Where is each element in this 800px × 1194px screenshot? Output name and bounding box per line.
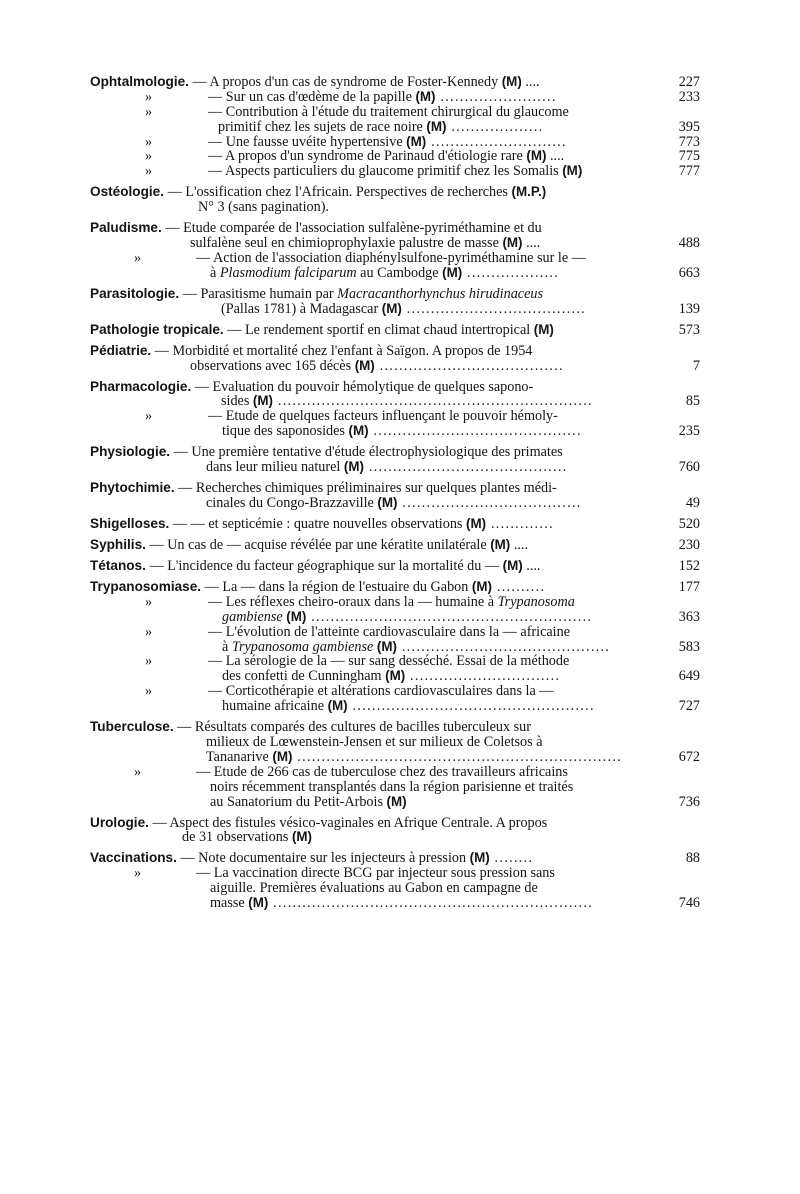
status-marker: (M): [469, 851, 490, 866]
entry-text: [90, 538, 658, 553]
status-marker: (M): [381, 301, 402, 316]
status-marker: (M): [562, 164, 583, 179]
entry-line: [90, 266, 700, 281]
entry-line: [90, 720, 700, 735]
page-number: 649: [678, 668, 700, 685]
page-number: 773: [678, 133, 700, 150]
entry-line: [90, 610, 700, 625]
entry-text: [90, 654, 658, 669]
entry-text-segment: — Une fausse uvéite hypertensive: [208, 134, 407, 150]
entry-text: [222, 699, 658, 714]
status-marker: (M): [426, 119, 447, 134]
index-entry: [90, 287, 700, 317]
entry-text-segment: — Sur un cas d'œdème de la papille: [208, 89, 416, 105]
entry-line: [90, 221, 700, 236]
status-marker: (M): [377, 496, 398, 511]
dot-leader: ..................................................: [347, 699, 595, 714]
entry-line: [90, 164, 700, 179]
entry-text: [218, 120, 658, 135]
entry-line: [90, 236, 700, 251]
entry-line: [90, 481, 700, 496]
dot-leader: ......................................: [374, 358, 564, 374]
entry-line: [90, 409, 700, 424]
entry-text-segment: (Pallas 1781) à Madagascar: [221, 301, 382, 317]
dot-leader: .............: [486, 517, 554, 532]
entry-heading: Tétanos.: [90, 558, 146, 573]
entry-line: [90, 595, 700, 610]
page-number: 573: [678, 321, 700, 338]
index-entry: [90, 559, 700, 574]
dot-leader: ...................: [446, 119, 544, 135]
entry-text-segment: de 31 observations: [182, 830, 292, 846]
entry-line: [90, 625, 700, 640]
entry-text: [90, 684, 658, 699]
entry-heading: Syphilis.: [90, 537, 146, 552]
entry-text-segment: milieux de Lœwenstein-Jensen et sur milieux de Coletsos à: [206, 734, 543, 750]
status-marker: (M): [406, 134, 427, 149]
entry-text-segment: — Une première tentative d'étude électrophysiologique des primates: [170, 445, 563, 461]
page-number: 760: [678, 459, 700, 476]
entry-text-segment: noirs récemment transplantés dans la région parisienne et traités: [210, 779, 574, 795]
page-number: 177: [678, 578, 700, 595]
entry-text-segment: — Un cas de — acquise révélée par une kératite unilatérale: [145, 537, 491, 553]
entry-line: [90, 654, 700, 669]
entry-text-segment: — Recherches chimiques préliminaires sur quelques plantes médi-: [174, 481, 557, 497]
entry-text: [90, 517, 658, 532]
entry-text-segment: ....: [522, 558, 541, 574]
dot-leader: .....................................: [401, 301, 586, 317]
entry-text-segment: humaine africaine: [222, 699, 328, 714]
entry-text-segment: — Morbidité et mortalité chez l'enfant à Saïgon. A propos de 1954: [151, 343, 533, 359]
entry-text: [90, 164, 658, 179]
page-number: 736: [678, 793, 700, 810]
entry-line: [90, 517, 700, 532]
entry-line: [90, 302, 700, 317]
entry-text: [90, 323, 658, 338]
entry-heading: Ophtalmologie.: [90, 75, 189, 89]
entry-heading: Vaccinations.: [90, 851, 177, 866]
entry-text: [90, 866, 658, 881]
entry-text: [222, 640, 658, 655]
entry-text-segment: au Cambodge: [356, 265, 443, 281]
entry-text-segment: — Résultats comparés des cultures de bacilles tuberculeux sur: [173, 720, 531, 735]
entry-text: [90, 481, 658, 496]
entry-line: [90, 120, 700, 135]
ditto-mark: »: [134, 866, 142, 882]
dot-leader: ..................................................................: [268, 896, 594, 911]
entry-text: [190, 359, 658, 374]
status-marker: (M): [526, 149, 547, 164]
entry-line: [90, 380, 700, 395]
dot-leader: .....................................: [397, 496, 582, 511]
dot-leader: ...........................................: [396, 639, 611, 655]
status-marker: (M): [471, 579, 492, 594]
dot-leader: ...............................: [405, 669, 561, 685]
page-number: 663: [678, 264, 700, 281]
page-number: 85: [685, 393, 700, 410]
entry-line: [90, 496, 700, 511]
entry-heading: Physiologie.: [90, 445, 171, 460]
entry-text-segment: à: [210, 265, 220, 281]
ditto-mark: »: [134, 764, 142, 780]
entry-line: [90, 394, 700, 409]
ditto-mark: »: [145, 104, 153, 120]
index-entry: [90, 517, 700, 532]
entry-text: [90, 287, 658, 302]
page-number: 727: [678, 698, 700, 715]
entry-text-segment: — Evaluation du pouvoir hémolytique de quelques sapono-: [191, 379, 534, 395]
status-marker: (M): [466, 517, 487, 531]
entry-text: [222, 669, 658, 684]
ditto-mark: »: [145, 164, 153, 180]
page-number: 488: [678, 235, 700, 252]
entry-text-segment: ....: [521, 75, 540, 90]
page-number: 233: [678, 88, 700, 105]
status-marker: (M): [501, 75, 522, 89]
dot-leader: ........: [489, 851, 534, 867]
italic-term: Plasmodium falciparum: [219, 265, 357, 281]
entry-text-segment: Tananarive: [206, 749, 273, 765]
entry-text-segment: observations avec 165 décès: [190, 358, 355, 374]
entry-line: [90, 816, 700, 831]
entry-text-segment: — Etude de quelques facteurs influençant le pouvoir hémoly-: [208, 409, 558, 425]
entry-line: [90, 344, 700, 359]
ditto-mark: »: [134, 250, 142, 266]
status-marker: (M): [502, 558, 523, 573]
status-marker: (M): [348, 424, 369, 439]
entry-line: [90, 323, 700, 338]
entry-line: [90, 200, 700, 215]
status-marker: (M): [386, 794, 407, 809]
entry-line: [90, 684, 700, 699]
index-entry: [90, 323, 700, 338]
italic-term: Macracanthorhynchus hirudinaceus: [337, 286, 543, 302]
status-marker: (M): [343, 460, 364, 475]
entry-text: [222, 424, 658, 439]
entry-text-segment: — Aspect des fistules vésico-vaginales en Afrique Centrale. A propos: [148, 815, 548, 831]
entry-text-segment: sulfalène seul en chimioprophylaxie palustre de masse: [190, 236, 503, 251]
dot-leader: ...........................................: [368, 424, 582, 440]
entry-text: [90, 380, 658, 395]
entry-heading: Ostéologie.: [90, 185, 165, 200]
entry-text-segment: — La sérologie de la — sur sang desséché. Essai de la méthode: [208, 654, 570, 670]
entry-text-segment: — La vaccination directe BCG par injecteur sous pression sans: [196, 866, 555, 882]
entry-text: [210, 881, 658, 896]
index-entry: [90, 185, 700, 215]
entry-text: [90, 409, 658, 424]
index-entry: [90, 481, 700, 511]
entry-line: [90, 424, 700, 439]
entry-text: [221, 394, 658, 409]
status-marker: (M): [442, 265, 463, 280]
entry-line: [90, 765, 700, 780]
entry-line: [90, 287, 700, 302]
entry-text-segment: — Etude de 266 cas de tuberculose chez des travailleurs africains: [196, 764, 568, 780]
entry-heading: Pédiatrie.: [90, 343, 152, 358]
entry-heading: Urologie.: [90, 815, 149, 830]
entry-line: [90, 866, 700, 881]
ditto-mark: »: [145, 149, 153, 165]
entry-text-segment: — Les réflexes cheiro-oraux dans la — humaine à: [208, 594, 498, 610]
entry-line: [90, 699, 700, 714]
entry-text: [206, 735, 658, 750]
dot-leader: ........................: [435, 89, 557, 105]
dot-leader: ..........................................................: [306, 609, 593, 625]
dot-leader: .................................................................: [273, 394, 593, 410]
entry-text: [206, 750, 658, 765]
entry-text: [210, 780, 658, 795]
status-marker: (M): [286, 609, 307, 624]
entry-text: [90, 135, 658, 150]
ditto-mark: »: [145, 684, 153, 700]
entry-line: [90, 185, 700, 200]
entry-text: [90, 344, 658, 359]
entry-line: [90, 851, 700, 866]
page-number: 235: [678, 423, 700, 440]
status-marker: (M): [272, 749, 293, 764]
entry-text-segment: masse: [210, 896, 249, 911]
entry-text: [221, 302, 658, 317]
entry-text-segment: N° 3 (sans pagination).: [198, 200, 329, 216]
entry-heading: Phytochimie.: [90, 481, 175, 496]
page-number: 395: [678, 118, 700, 135]
ditto-mark: »: [145, 409, 153, 425]
status-marker: (M): [327, 699, 348, 714]
entry-text: [90, 185, 658, 200]
entry-text: [90, 595, 658, 610]
dot-leader: ...................: [462, 265, 560, 281]
entry-text: [210, 896, 658, 911]
ditto-mark: »: [145, 624, 153, 640]
status-marker: (M): [533, 322, 554, 337]
entry-line: [90, 251, 700, 266]
entry-text: [182, 830, 658, 845]
page-number: 88: [685, 850, 700, 867]
entry-heading: Paludisme.: [90, 221, 162, 236]
entry-text: [210, 266, 658, 281]
entry-line: [90, 359, 700, 374]
index-entry: [90, 344, 700, 374]
dot-leader: ............................: [426, 134, 567, 150]
status-marker: (M): [502, 236, 523, 251]
page-number: 672: [678, 748, 700, 765]
status-marker: (M.P.): [511, 185, 547, 200]
ditto-mark: »: [145, 654, 153, 670]
entry-text: [90, 90, 658, 105]
page-number: 49: [685, 495, 700, 512]
entry-text: [90, 149, 658, 164]
status-marker: (M): [385, 669, 406, 684]
entry-text: [90, 816, 658, 831]
italic-term: Trypanosoma gambiense: [231, 639, 374, 655]
page-number: 363: [678, 608, 700, 625]
entry-line: [90, 460, 700, 475]
index-entry: [90, 445, 700, 475]
entry-text-segment: — Parasitisme humain par: [179, 286, 338, 302]
entry-text-segment: sides: [221, 394, 253, 410]
entry-line: [90, 795, 700, 810]
italic-term: Trypanosoma: [497, 594, 575, 610]
status-marker: (M): [376, 639, 397, 654]
index-entry: [90, 816, 700, 846]
entry-text-segment: — Etude comparée de l'association sulfalène-pyriméthamine et du: [161, 221, 542, 237]
entry-heading: Pharmacologie.: [90, 379, 192, 394]
entry-text: [210, 795, 658, 810]
index-entry: [90, 538, 700, 553]
page-number: 139: [678, 300, 700, 317]
entry-line: [90, 135, 700, 150]
entry-text-segment: à: [222, 639, 232, 655]
entry-text-segment: — Aspects particuliers du glaucome primitif chez les Somalis: [208, 164, 563, 180]
entry-text: [90, 559, 658, 574]
entry-line: [90, 750, 700, 765]
entry-text: [90, 75, 658, 90]
page-number: 775: [678, 148, 700, 165]
entry-line: [90, 445, 700, 460]
index-entry: [90, 720, 700, 809]
entry-line: [90, 75, 700, 90]
entry-heading: Tuberculose.: [90, 720, 174, 735]
entry-heading: Shigelloses.: [90, 517, 170, 531]
entry-text: [206, 460, 658, 475]
entry-text: [206, 496, 658, 511]
entry-line: [90, 538, 700, 553]
page-number: 152: [678, 557, 700, 574]
entry-text: [90, 251, 658, 266]
entry-text-segment: ....: [510, 537, 528, 553]
entry-text: [90, 851, 658, 866]
entry-heading: Parasitologie.: [90, 286, 180, 301]
entry-heading: Pathologie tropicale.: [90, 322, 224, 337]
status-marker: (M): [490, 537, 511, 552]
entry-text: [90, 765, 658, 780]
status-marker: (M): [354, 358, 375, 373]
page-number: 777: [678, 163, 700, 180]
entry-text: [222, 610, 658, 625]
entry-text-segment: — Corticothérapie et altérations cardiovasculaires dans la —: [208, 684, 554, 700]
page-number: 227: [678, 74, 700, 90]
entry-text-segment: aiguille. Premières évaluations au Gabon en campagne de: [210, 881, 538, 897]
entry-text-segment: tique des saponosides: [222, 424, 349, 440]
entry-text-segment: — — et septicémie : quatre nouvelles observations: [169, 517, 467, 532]
ditto-mark: »: [145, 594, 153, 610]
entry-line: [90, 559, 700, 574]
entry-text-segment: — L'incidence du facteur géographique sur la mortalité du —: [145, 558, 503, 574]
entry-line: [90, 735, 700, 750]
entry-text: [190, 236, 658, 251]
entry-text-segment: — Le rendement sportif en climat chaud intertropical: [223, 322, 534, 338]
entry-text: [90, 580, 658, 595]
entry-text: [90, 445, 658, 460]
entry-text-segment: ....: [546, 149, 565, 165]
entry-text-segment: au Sanatorium du Petit-Arbois: [210, 794, 387, 810]
dot-leader: .........................................: [363, 460, 568, 476]
entry-heading: Trypanosomiase.: [90, 579, 202, 594]
ditto-mark: »: [145, 89, 153, 105]
entry-line: [90, 90, 700, 105]
entry-line: [90, 149, 700, 164]
entry-text: [90, 625, 658, 640]
entry-text-segment: ....: [522, 236, 541, 251]
entry-text: [90, 720, 658, 735]
status-marker: (M): [291, 830, 313, 845]
entry-text-segment: primitif chez les sujets de race noire: [218, 119, 427, 135]
dot-leader: ..........: [492, 579, 546, 595]
page-number: 7: [692, 357, 700, 374]
index-list: [90, 75, 700, 917]
entry-line: [90, 881, 700, 896]
entry-text: [90, 105, 658, 120]
entry-line: [90, 580, 700, 595]
ditto-mark: »: [145, 134, 153, 150]
entry-line: [90, 780, 700, 795]
entry-text-segment: — A propos d'un syndrome de Parinaud d'étiologie rare: [208, 149, 527, 165]
entry-text: [198, 200, 658, 215]
entry-line: [90, 896, 700, 911]
page-number: 746: [678, 895, 700, 912]
entry-text: [90, 221, 658, 236]
index-entry: [90, 75, 700, 179]
index-entry: [90, 380, 700, 440]
page-number: 583: [678, 638, 700, 655]
entry-text-segment: dans leur milieu naturel: [206, 460, 344, 476]
entry-text-segment: — Contribution à l'étude du traitement chirurgical du glaucome: [208, 104, 569, 120]
entry-line: [90, 640, 700, 655]
entry-line: [90, 669, 700, 684]
status-marker: (M): [252, 394, 273, 409]
page-number: 520: [678, 516, 700, 532]
entry-text-segment: — La — dans la région de l'estuaire du Gabon: [201, 579, 472, 595]
entry-text-segment: — A propos d'un cas de syndrome de Foster-Kennedy: [188, 75, 502, 90]
index-entry: [90, 851, 700, 911]
entry-text-segment: — L'ossification chez l'Africain. Perspectives de recherches: [164, 185, 512, 201]
status-marker: (M): [415, 89, 436, 104]
entry-text-segment: — Note documentaire sur les injecteurs à pression: [176, 851, 470, 867]
dot-leader: ...................................................................: [292, 749, 623, 765]
page-number: 230: [678, 536, 700, 553]
entry-line: [90, 830, 700, 845]
entry-text-segment: — L'évolution de l'atteinte cardiovasculaire dans la — africaine: [208, 624, 571, 640]
italic-term: gambiense: [222, 609, 283, 625]
entry-text-segment: cinales du Congo-Brazzaville: [206, 496, 378, 511]
entry-text-segment: — Action de l'association diaphénylsulfone-pyriméthamine sur le —: [196, 250, 586, 266]
entry-line: [90, 105, 700, 120]
index-entry: [90, 221, 700, 281]
index-entry: [90, 580, 700, 714]
entry-text-segment: des confetti de Cunningham: [222, 669, 386, 685]
status-marker: (M): [248, 896, 269, 911]
